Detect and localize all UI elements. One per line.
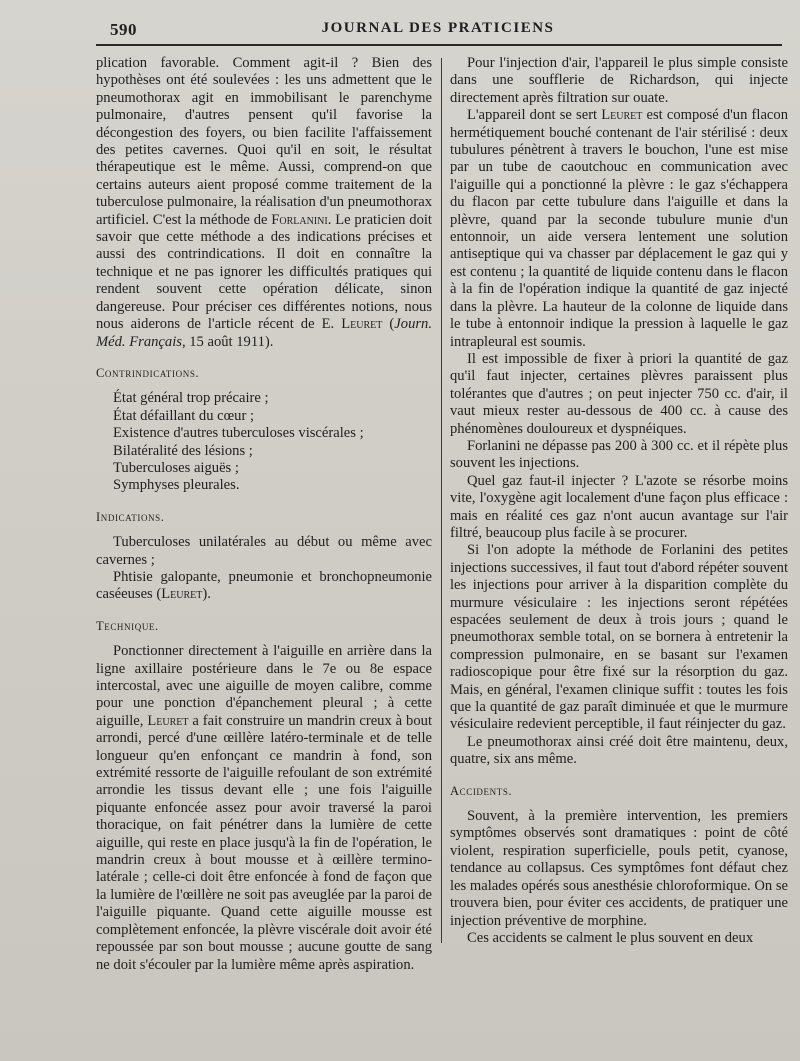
section-heading-indications: Indications. <box>96 509 165 524</box>
list-item: Bilatéralité des lésions ; <box>113 442 253 459</box>
author-name: Leuret <box>341 316 383 333</box>
list-item: Symphyses pleurales. <box>113 477 240 494</box>
author-name: Forlanini <box>271 211 328 228</box>
body-paragraph: Souvent, à la première intervention, les premiers symptômes observés sont dramatiques : point de côté violent, respiration superficielle, pouls petit, cyanose, tendance au collapsus. Ces symptômes font défaut chez les malades opérés sous anesthésie chloroformique. On se trouvera bien, pour éviter ces accidents, de pratiquer une injection préventive de morphine. <box>450 808 788 929</box>
running-title: JOURNAL DES PRATICIENS <box>321 20 555 36</box>
technique-paragraph: Ponctionner directement à l'aiguille en arrière dans la ligne axillaire postérieure dans le 7e ou 8e espace intercostal, avec une aiguille de moyen calibre, comme pour une ponction d'épanchement pleural ; à cette aiguille, Leuret a fait construire un mandrin creux à bout arrondi, percé d'une œillère latéro-terminale et de telle longueur qu'en enfonçant ce mandrin à fond, son extrémité ressorte de l'aiguille refoulant de son extrémité arrondie les tissus devant elle ; une fois l'aiguille piquante enfoncée assez pour avoir traversé la paroi thoracique, on fait pénétrer dans la lumière de cette aiguille, qui reste en place jusqu'à la fin de l'opération, le mandrin creux à bout mousse et à œillère termino-latérale ; celle-ci doit être enfoncée à fond de façon que la lumière de l'œillère ne soit pas aveuglée par la paroi de l'aiguille piquante. Quand cette aiguille mousse est complètement enfoncée, la plèvre viscérale doit avoir été repoussée par son bout mousse ; aucune goutte de sang ne doit s'écouler par la lumière même après aspiration. <box>96 643 432 973</box>
body-paragraph: Si l'on adopte la méthode de Forlanini des petites injections successives, il faut tout d'abord répéter souvent les injections pour arriver à la disparition complète du murmure vésiculaire : les injections seront répétées espacées seulement de deux à trois jours ; quand le pneumothorax semble total, on se bornera à entretenir la compression pulmonaire, en se basant sur l'examen radioscopique pour être fixé sur la résorption du gaz. Mais, en général, l'examen clinique suffit : toutes les fois que la quantité de gaz paraît diminuée et que le murmure vésiculaire redevient perceptible, il faut réinjecter du gaz. <box>450 542 788 733</box>
body-paragraph: Le pneumothorax ainsi créé doit être maintenu, deux, quatre, six ans même. <box>450 733 788 768</box>
header-rule <box>96 44 782 46</box>
body-paragraph: Quel gaz faut-il injecter ? L'azote se résorbe moins vite, l'oxygène agit localement d'une façon plus efficace : mais en réalité ces gaz n'ont aucun avantage sur l'air filtré, beaucoup plus facile à se procurer. <box>450 472 788 541</box>
intro-paragraph: plication favorable. Comment agit-il ? Bien des hypothèses ont été soulevées : les uns admettent que le pneumothorax agit en immobilisant le parenchyme pulmonaire, d'autres pensent qu'il favorise la décongestion des foyers, ou bien facilite l'affaissement des petites cavernes. Quoi qu'il en soit, le résultat thérapeutique est le même. Aussi, comprend-on que certains auteurs aient proposé comme traitement de la tuberculose pulmonaire, la réalisation d'un pneumothorax artificiel. C'est la méthode de Forlanini. Le praticien doit savoir que cette méthode a des indications précises et aussi des contrindications. Il doit en connaître la technique et ne pas ignorer les difficultés pratiques qui rendent souvent cette opération délicate, sinon dangereuse. Pour préciser ces différentes notions, nous nous aiderons de l'article récent de E. Leuret (Journ. Méd. Français, 15 août 1911). <box>96 55 432 350</box>
author-name: Leuret <box>161 586 203 603</box>
author-name: Leuret <box>601 107 643 124</box>
column-divider <box>441 58 442 943</box>
journal-citation: Journ. Méd. Français <box>96 316 432 350</box>
author-name: Leuret <box>147 712 189 729</box>
body-paragraph: Forlanini ne dépasse pas 200 à 300 cc. et il répète plus souvent les injections. <box>450 437 788 472</box>
list-item: Existence d'autres tuberculoses viscérales ; <box>113 425 364 442</box>
body-paragraph: L'appareil dont se sert Leuret est composé d'un flacon hermétiquement bouché contenant de l'air stérilisé : deux tubulures pénètrent à travers le bouchon, l'une est mise par un tube de caoutchouc en communication avec l'aiguille qui a ponctionné la plèvre : le gaz s'échappera du flacon par cette tubulure dans l'aiguille et dans la plèvre, quand par la seconde tubulure munie d'un entonnoir, un aide versera lentement une solution antiseptique qui va chasser par déplacement le gaz qui y est contenu ; la quantité de liquide contenu dans le flacon à la fin de l'opération indique la quantité de gaz injecté dans la plèvre. La hauteur de la colonne de liquide dans le tube à entonnoir indique la pression à laquelle le gaz intrapleural est soumis. <box>450 107 788 350</box>
section-heading-accidents: Accidents. <box>450 783 513 798</box>
page-header <box>96 16 780 44</box>
page-number: 590 <box>110 20 137 39</box>
indications-paragraph: Phtisie galopante, pneumonie et bronchopneumonie caséeuses (Leuret). <box>96 568 432 603</box>
body-paragraph: Ces accidents se calment le plus souvent en deux <box>467 929 754 946</box>
body-paragraph: Il est impossible de fixer à priori la quantité de gaz qu'il faut injecter, certaines plèvres paraissent plus tolérantes que d'autres ; on peut injecter 750 cc. d'air, il vaut mieux rester au-dessous de 400 cc. à cause des phénomènes douloureux et dyspnéiques. <box>450 350 788 437</box>
section-heading-contrindications: Contrindications. <box>96 365 200 380</box>
right-column <box>450 55 788 947</box>
list-item: Tuberculoses aiguës ; <box>113 459 239 476</box>
indications-paragraph: Tuberculoses unilatérales au début ou même avec cavernes ; <box>96 534 432 568</box>
left-column <box>96 55 432 974</box>
section-heading-technique: Technique. <box>96 618 159 633</box>
contrindications-list <box>96 390 432 494</box>
body-paragraph: Pour l'injection d'air, l'appareil le plus simple consiste dans une soufflerie de Richardson, qui injecte directement après filtration sur ouate. <box>450 55 788 106</box>
list-item: État défaillant du cœur ; <box>113 407 255 424</box>
list-item: État général trop précaire ; <box>113 390 269 407</box>
